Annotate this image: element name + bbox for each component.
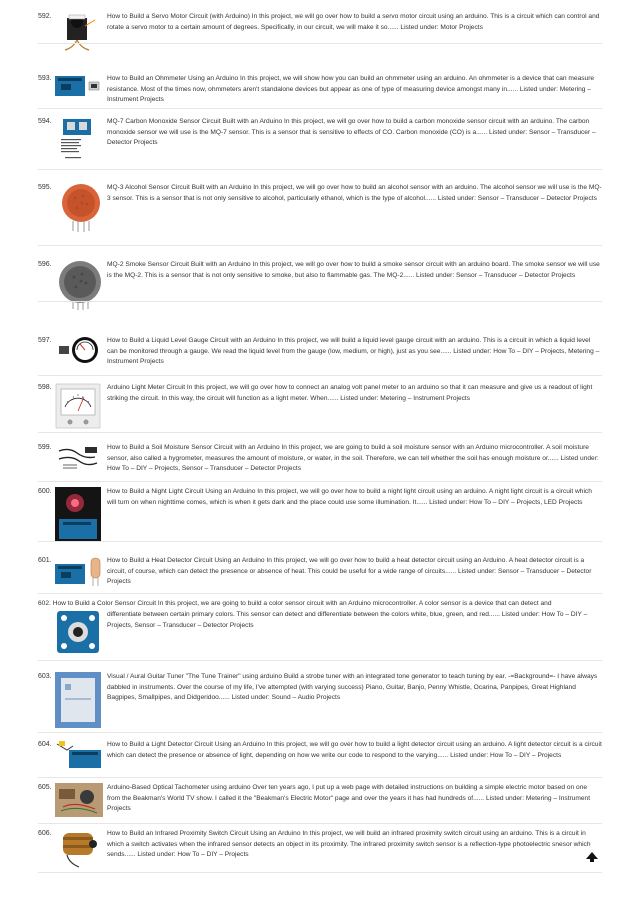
divider (38, 43, 602, 44)
entry-text[interactable]: How to Build a Light Detector Circuit Using an Arduino In this project, we will go over how to build a light detector circuit using an arduino. A light detector circuit is a circuit which can detect the presence or absence of light, depending on how we write our code to respond to the varying...... Listed under: How To – DIY – Projects (107, 741, 602, 759)
entry-text[interactable]: Arduino-Based Optical Tachometer using arduino Over ten years ago, I put up a web page with detailed instructions on building a simple electric motor based on one from the Beakman's World TV show. I called it the "Beakman's Electric Motor" page and over the years it has had hundreds of...... Listed under: Metering – Instrument Projects (107, 784, 591, 813)
entry-text[interactable]: How to Build an Ohmmeter Using an Arduino In this project, we will show how you can build an ohmmeter using an arduino. An ohmmeter is a device that can measure resistance. Most of the times now, ohmmeters aren't standalone devices but appear as one of type of measuring device amongst many in...... Listed under: Metering – Instrument Projects (107, 75, 595, 104)
entry-number: 592. (38, 13, 52, 20)
divider (38, 375, 602, 376)
heat-detector-thumbnail[interactable] (55, 556, 103, 586)
servo-motor-thumbnail[interactable] (55, 12, 100, 54)
divider (38, 777, 602, 778)
entry-text[interactable]: Visual / Aural Guitar Tuner "The Tune Trainer" using arduino Build a strobe tuner with an integrated tone generator to teach tuning by ear. -=Background=- I have always dabbled in instruments. Over the course of my life, I've attempted (with varying success) Piano, Guitar, Banjo, Penny Whistle, Ocarina, Panpipes, Great Highland Bagpipes, Smallpipes, and Didgeridoo...... Listed under: Sound – Audio Projects (107, 673, 598, 702)
divider (38, 169, 602, 170)
divider (38, 108, 602, 109)
entry-text-line1: How to Build a Color Sensor Circuit In this project, we are going to build a color sensor circuit with an Arduino microcontroller. A color sensor is a device that can detect and (52, 600, 552, 607)
entry-text-line2[interactable]: differentiate between certain primary colors. This sensor can detect and differentiate between the colors white, blue, green, and red...... Listed under: How To – DIY – Projects, Sensor – Transducer – Detector Projects (107, 611, 588, 629)
back-to-top-icon[interactable] (585, 851, 599, 863)
entry-number: 606. (38, 830, 52, 837)
night-light-thumbnail[interactable] (55, 487, 101, 541)
entry-number: 595. (38, 184, 52, 191)
entry-number: 604. (38, 741, 52, 748)
divider (38, 432, 602, 433)
divider (38, 301, 602, 302)
entry-number: 599. (38, 444, 52, 451)
light-detector-thumbnail[interactable] (55, 740, 103, 770)
entry-number: 603. (38, 673, 52, 680)
arduino-ohmmeter-thumbnail[interactable] (55, 74, 103, 96)
entry-text[interactable]: How to Build a Soil Moisture Sensor Circuit with an Arduino In this project, we are going to build a soil moisture sensor with an Arduino microcontroller. A soil moisture sensor, also called a hygrometer, measures the amount of moisture, or water, in the soil. Therefore, we can tell whether the soil has enough moisture or...... Listed under: How To – DIY – Projects, Sensor – Transducer – Detector Projects (107, 444, 599, 473)
entry-number: 593. (38, 75, 52, 82)
entry-number: 602. (38, 600, 51, 607)
liquid-level-gauge-thumbnail[interactable] (55, 336, 105, 364)
entry-number: 605. (38, 784, 52, 791)
entry-text[interactable]: How to Build a Night Light Circuit Using an Arduino In this project, we will go over how to build a night light circuit using an arduino. A night light circuit is a circuit which will turn on when nighttime comes, which is when it gets dark and the place could use some illumination. It...... Listed under: How To – DIY – Projects, LED Projects (107, 488, 592, 506)
carbon-monoxide-sensor-thumbnail[interactable] (55, 117, 100, 165)
infrared-proximity-switch-thumbnail[interactable] (55, 829, 103, 869)
entry-text[interactable]: MQ-3 Alcohol Sensor Circuit Built with an Arduino In this project, we will go over how to build an alcohol sensor with an arduino. The alcohol sensor we will use is the MQ-3 sensor. This is a sensor that is not only sensitive to alcohol, particularly ethanol, which is the type of alcohol...... Listed under: Sensor – Transducer – Detector Projects (107, 184, 602, 202)
optical-tachometer-thumbnail[interactable] (55, 783, 103, 817)
entry-text[interactable]: How to Build a Liquid Level Gauge Circuit with an Arduino In this project, we will build a liquid level gauge circuit with an arduino. This is a circuit in which a liquid level can be monitored through a gauge. We read the liquid level from the gauge (low, medium, or high), just as you see...... Listed under: How To – DIY – Projects, Metering – Instrument Projects (107, 337, 600, 366)
divider (38, 872, 602, 873)
entry-text[interactable]: Arduino Light Meter Circuit In this project, we will go over how to connect an analog volt panel meter to an arduino so that it can measure and give us a readout of light striking the circuit. In this way, the circuit will function as a light meter. When...... Listed under: Metering – Instrument Projects (107, 384, 593, 402)
entry-text[interactable] (38, 599, 602, 610)
alcohol-sensor-thumbnail[interactable] (55, 183, 107, 233)
divider (38, 660, 602, 661)
smoke-sensor-thumbnail[interactable] (55, 260, 105, 310)
guitar-tuner-thumbnail[interactable] (55, 672, 101, 728)
entry-text[interactable]: MQ-7 Carbon Monoxide Sensor Circuit Built with an Arduino In this project, we will go over how to build a carbon monoxide sensor circuit with an arduino. The carbon monoxide sensor we will use is the MQ-7 sensor. This is a sensor that is sensitive to effects of CO. Carbon monoxide (CO) is a...... Listed under: Sensor – Transducer – Detector Projects (107, 118, 596, 147)
entry-text[interactable]: How to Build a Servo Motor Circuit (with Arduino) In this project, we will go over how to build a servo motor circuit using an arduino. This is a circuit which can control and rotate a servo motor to a certain amount of degrees. Specifically, in our circuit, we will make it so...... Listed under: Motor Projects (107, 13, 600, 31)
divider (38, 593, 602, 594)
divider (38, 541, 602, 542)
entry-number: 600. (38, 488, 52, 495)
entry-number: 594. (38, 118, 52, 125)
light-meter-thumbnail[interactable] (55, 383, 101, 429)
entry-text[interactable]: MQ-2 Smoke Sensor Circuit Built with an Arduino In this project, we will go over how to build a smoke sensor circuit with an arduino board. The smoke sensor we will use is the MQ-2. This is a sensor that is not only sensitive to smoke, but also to flammable gas. The MQ-2...... Listed under: Sensor – Transducer – Detector Projects (107, 261, 600, 279)
divider (38, 481, 602, 482)
divider (38, 245, 602, 246)
color-sensor-thumbnail[interactable] (55, 609, 101, 655)
divider (38, 732, 602, 733)
entry-number: 598. (38, 384, 52, 391)
soil-moisture-sensor-thumbnail[interactable] (55, 443, 101, 471)
entry-text[interactable]: How to Build a Heat Detector Circuit Using an Arduino In this project, we will go over how to build a heat detector circuit using an Arduino. A heat detector circuit is a circuit, of course, which can detect the presence or absence of heat. This could be useful for a wide range of circuits...... Listed under: Sensor – Transducer – Detector Projects (107, 557, 592, 586)
entry-number: 596. (38, 261, 52, 268)
entry-text[interactable]: How to Build an Infrared Proximity Switch Circuit Using an Arduino In this project, we will build an infrared proximity switch circuit using an arduino. This is a circuit in which a switch activates when the infrared sensor detects an object in its proximity. The infrared proximity switch sensor is a reflection-type photoelectric snesor which sends...... Listed under: How To – DIY – Projects (107, 830, 591, 859)
divider (38, 823, 602, 824)
entry-number: 597. (38, 337, 52, 344)
entry-number: 601. (38, 557, 52, 564)
